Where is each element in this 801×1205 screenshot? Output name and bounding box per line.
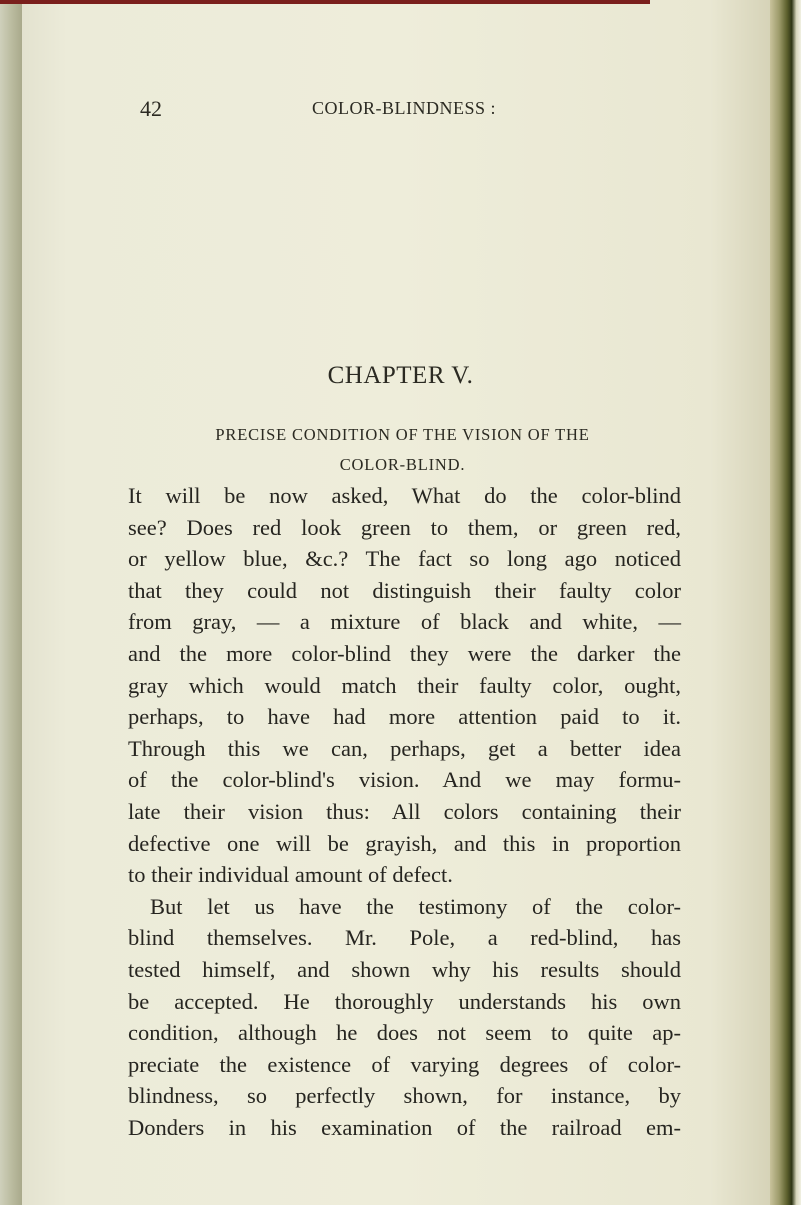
body-text <box>128 480 681 1143</box>
page-edge <box>770 0 801 1205</box>
running-title: COLOR-BLINDNESS : <box>312 98 497 118</box>
text-line: defective one will be grayish, and this in proportion <box>128 830 681 856</box>
text-line: perhaps, to have had more attention paid to it. <box>128 704 681 730</box>
text-line: preciate the existence of varying degrees of color- <box>128 1051 681 1077</box>
text-line: condition, although he does not seem to quite ap- <box>128 1020 681 1046</box>
binding-edge <box>0 0 650 4</box>
text-line: see? Does red look green to them, or green red, <box>128 514 681 540</box>
subtitle-line: COLOR-BLIND. <box>339 455 466 474</box>
text-line: to their individual amount of defect. <box>128 862 453 888</box>
text-line: and the more color-blind they were the darker the <box>128 640 681 666</box>
text-line: that they could not distinguish their faulty color <box>128 577 681 603</box>
text-line: But let us have the testimony of the color- <box>150 893 681 919</box>
running-head <box>140 96 560 124</box>
text-line: Donders in his examination of the railroad em- <box>128 1114 681 1140</box>
text-line: be accepted. He thoroughly understands his own <box>128 988 681 1014</box>
text-line: Through this we can, perhaps, get a better idea <box>128 735 681 761</box>
text-line: of the color-blind's vision. And we may formu- <box>128 767 681 793</box>
text-line: blind themselves. Mr. Pole, a red-blind, has <box>128 925 681 951</box>
text-line: blindness, so perfectly shown, for instance, by <box>128 1083 681 1109</box>
text-line: late their vision thus: All colors containing their <box>128 798 681 824</box>
text-line: gray which would match their faulty color, ought, <box>128 672 681 698</box>
text-line: or yellow blue, &c.? The fact so long ago noticed <box>128 546 681 572</box>
text-line: from gray, — a mixture of black and white, — <box>128 609 681 635</box>
chapter-title: CHAPTER V. <box>327 362 474 389</box>
book-gutter <box>0 0 22 1205</box>
subtitle-line: PRECISE CONDITION OF THE VISION OF THE <box>215 425 590 444</box>
chapter-subtitle <box>130 420 675 480</box>
text-line: tested himself, and shown why his results should <box>128 956 681 982</box>
text-line: It will be now asked, What do the color-blind <box>128 483 681 508</box>
page-number: 42 <box>140 96 162 121</box>
